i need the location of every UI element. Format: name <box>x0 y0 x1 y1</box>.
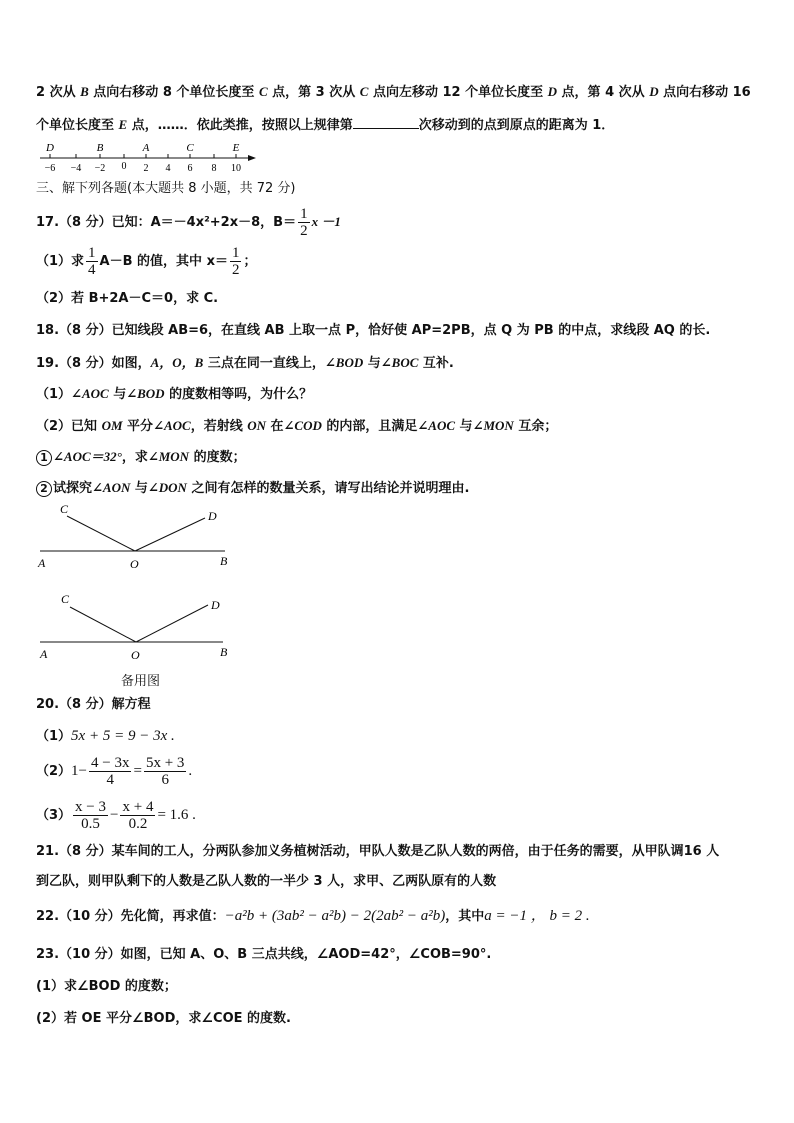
text: 点向左移动 12 个单位长度至 <box>368 85 548 100</box>
question-20-part-1 <box>36 728 175 745</box>
math-text: = <box>133 763 142 779</box>
q19-figure-2 <box>30 585 240 665</box>
text: ； <box>243 254 257 269</box>
nl-point-label: C <box>186 142 194 154</box>
numerator: 1 <box>300 206 308 222</box>
nl-tick-label: 4 <box>165 163 171 174</box>
fig-label-b: B <box>220 554 228 568</box>
question-19-sub-2 <box>36 480 469 497</box>
angle: ∠AOC <box>153 418 191 433</box>
text: （2）已知 <box>36 419 102 434</box>
part-label: （3） <box>36 808 72 823</box>
angle: ∠DON <box>147 480 187 495</box>
text: 三点在同一直线上， <box>203 356 325 371</box>
angle: ∠BOD <box>324 355 364 370</box>
text: A－B 的值，其中 x＝ <box>99 254 228 269</box>
fig-label-a: A <box>40 647 48 661</box>
fig-label-o: O <box>130 557 139 571</box>
ray: ON <box>247 418 266 433</box>
fig-label-a: A <box>38 556 46 570</box>
question-17-part-1 <box>36 245 256 279</box>
math-text: . <box>188 763 193 779</box>
text: 试探究 <box>53 481 93 496</box>
angle: ∠COD <box>283 418 322 433</box>
point-d: D <box>649 84 659 99</box>
angle: ∠AOC <box>71 386 109 401</box>
fig-label-d: D <box>211 598 220 612</box>
point-b: B <box>80 84 89 99</box>
text: ，其中 <box>445 909 485 924</box>
text: 的度数； <box>189 450 246 465</box>
nl-tick-label: 8 <box>211 163 217 174</box>
question-20: 20.（8 分）解方程 <box>36 697 151 712</box>
numerator: 5x + 3 <box>145 755 185 771</box>
question-17 <box>36 205 341 239</box>
nl-tick-label: −6 <box>44 163 56 174</box>
section-heading: 三、解下列各题(本大题共 8 小题，共 72 分) <box>36 181 296 196</box>
text: 与 <box>130 481 148 496</box>
fraction <box>298 206 310 239</box>
expression: −a²b + (3ab² − a²b) − 2(2ab² − a²b) <box>224 908 446 924</box>
part-label: （2） <box>36 764 72 779</box>
fig-label-d: D <box>208 509 217 523</box>
text: 19.（8 分）如图， <box>36 356 151 371</box>
condition: a = −1 ， b = 2 . <box>484 908 590 924</box>
part-label: （1） <box>36 729 72 744</box>
text: 与 <box>363 356 381 371</box>
nl-point-label: E <box>232 142 240 154</box>
text: 点向右移动 16 <box>658 85 751 100</box>
question-23-part-1: (1）求∠BOD 的度数； <box>36 979 177 994</box>
text: 个单位长度至 <box>36 118 119 133</box>
fig-label-b: B <box>220 645 228 659</box>
text: 的内部，且满足 <box>321 419 418 434</box>
nl-tick-label: 0 <box>121 161 127 172</box>
angle: ∠MON <box>147 449 190 464</box>
denominator: 4 <box>88 262 96 278</box>
circled-number: 1 <box>36 450 52 466</box>
point-c: C <box>359 84 369 99</box>
equation: 5x + 5 = 9 − 3x . <box>71 728 175 744</box>
point-e: E <box>118 117 128 132</box>
figure-caption: 备用图 <box>121 674 161 689</box>
nl-tick-label: −4 <box>70 163 82 174</box>
denominator: 6 <box>161 772 169 788</box>
question-19-part-1 <box>36 386 312 403</box>
question-19 <box>36 355 454 372</box>
ticks <box>50 154 236 158</box>
fig-label-o: O <box>131 648 140 662</box>
text: ，若射线 <box>190 419 248 434</box>
text: 平分 <box>122 419 154 434</box>
q17-head: 17.（8 分）已知：A＝－4x²+2x－8，B＝ <box>36 215 297 230</box>
text: （1）求 <box>36 254 85 269</box>
question-19-sub-1 <box>36 449 246 466</box>
answer-blank[interactable] <box>353 116 419 129</box>
fraction <box>89 755 131 788</box>
text: 之间有怎样的数量关系，请写出结论并说明理由. <box>186 481 470 496</box>
circled-number: 2 <box>36 481 52 497</box>
numerator: 1 <box>231 245 240 261</box>
angle-value: ∠AOC＝32° <box>53 449 122 464</box>
denominator: 0.5 <box>81 816 100 832</box>
numerator: x + 4 <box>122 799 154 815</box>
point-d: D <box>547 84 558 99</box>
denominator: 4 <box>106 772 114 788</box>
text: ，求 <box>121 450 148 465</box>
nl-tick-label: 10 <box>231 163 241 174</box>
intro-line-1 <box>36 84 751 101</box>
question-17-part-2: （2）若 B+2A－C＝0，求 C. <box>36 291 219 306</box>
text: 22.（10 分）先化简，再求值： <box>36 909 225 924</box>
denominator: 0.2 <box>128 816 148 832</box>
q19-figure-1 <box>30 498 240 573</box>
math-text: − <box>110 807 119 823</box>
nl-tick-label: 6 <box>187 163 193 174</box>
text: 点，第 3 次从 <box>267 85 360 100</box>
angle: ∠BOC <box>380 355 419 370</box>
question-23: 23.（10 分）如图，已知 A、O、B 三点共线，∠AOD=42°，∠COB=90°. <box>36 947 492 962</box>
angle: ∠MON <box>472 418 514 433</box>
numerator: 1 <box>88 245 96 261</box>
fig-label-c: C <box>60 502 69 516</box>
nl-point-label: B <box>96 142 104 154</box>
fraction <box>73 799 108 832</box>
text: 2 次从 <box>36 85 81 100</box>
denominator: 2 <box>300 223 308 239</box>
math-text: = 1.6 . <box>157 807 196 823</box>
nl-point-label: A <box>142 142 150 154</box>
nl-tick-label: −2 <box>94 163 106 174</box>
fraction <box>230 245 242 278</box>
angle: ∠AON <box>92 480 131 495</box>
text: 互余； <box>513 419 558 434</box>
ray: OM <box>101 418 123 433</box>
nl-tick-label: 2 <box>143 163 149 174</box>
numerator: x − 3 <box>75 799 107 815</box>
text: 点向右移动 8 个单位长度至 <box>88 85 259 100</box>
text: 点，第 4 次从 <box>557 85 650 100</box>
text: 的度数相等吗，为什么？ <box>164 387 313 402</box>
math-text: 1− <box>71 763 88 779</box>
question-21-line-2: 到乙队，则甲队剩下的人数是乙队人数的一半少 3 人，求甲、乙两队原有的人数 <box>36 874 497 889</box>
question-19-part-2 <box>36 418 557 435</box>
text: 互补. <box>418 356 454 371</box>
question-22 <box>36 906 590 927</box>
question-21-line-1: 21.（8 分）某车间的工人，分两队参加义务植树活动，甲队人数是乙队人数的两倍，由于任务的需要，从甲队调16 人 <box>36 844 720 859</box>
points: A，O，B <box>150 355 204 370</box>
fraction <box>144 755 186 788</box>
text: 在 <box>266 419 284 434</box>
intro-line-2 <box>36 116 614 134</box>
fraction <box>120 799 155 832</box>
text: 次移动到的点到原点的距离为 1． <box>418 118 615 133</box>
nl-point-label: D <box>46 142 54 154</box>
q17-after: x －1 <box>311 214 341 229</box>
question-20-part-3 <box>36 796 196 834</box>
fig-label-c: C <box>61 592 70 606</box>
text: （1） <box>36 387 72 402</box>
fraction <box>86 245 98 278</box>
angle: ∠AOC <box>417 418 456 433</box>
point-c: C <box>258 84 268 99</box>
angle: ∠BOD <box>126 386 165 401</box>
question-18: 18.（8 分）已知线段 AB=6，在直线 AB 上取一点 P，恰好使 AP=2PB，点 Q 为 PB 的中点，求线段 AQ 的长. <box>36 323 711 338</box>
question-23-part-2: (2）若 OE 平分∠BOD，求∠COE 的度数. <box>36 1011 291 1026</box>
denominator: 2 <box>231 262 240 278</box>
text: 点，……．依此类推，按照以上规律第 <box>127 118 353 133</box>
number-line-figure <box>34 140 264 176</box>
text: 与 <box>108 387 127 402</box>
text: 与 <box>455 419 473 434</box>
question-20-part-2 <box>36 752 192 790</box>
numerator: 4 − 3x <box>91 755 130 771</box>
